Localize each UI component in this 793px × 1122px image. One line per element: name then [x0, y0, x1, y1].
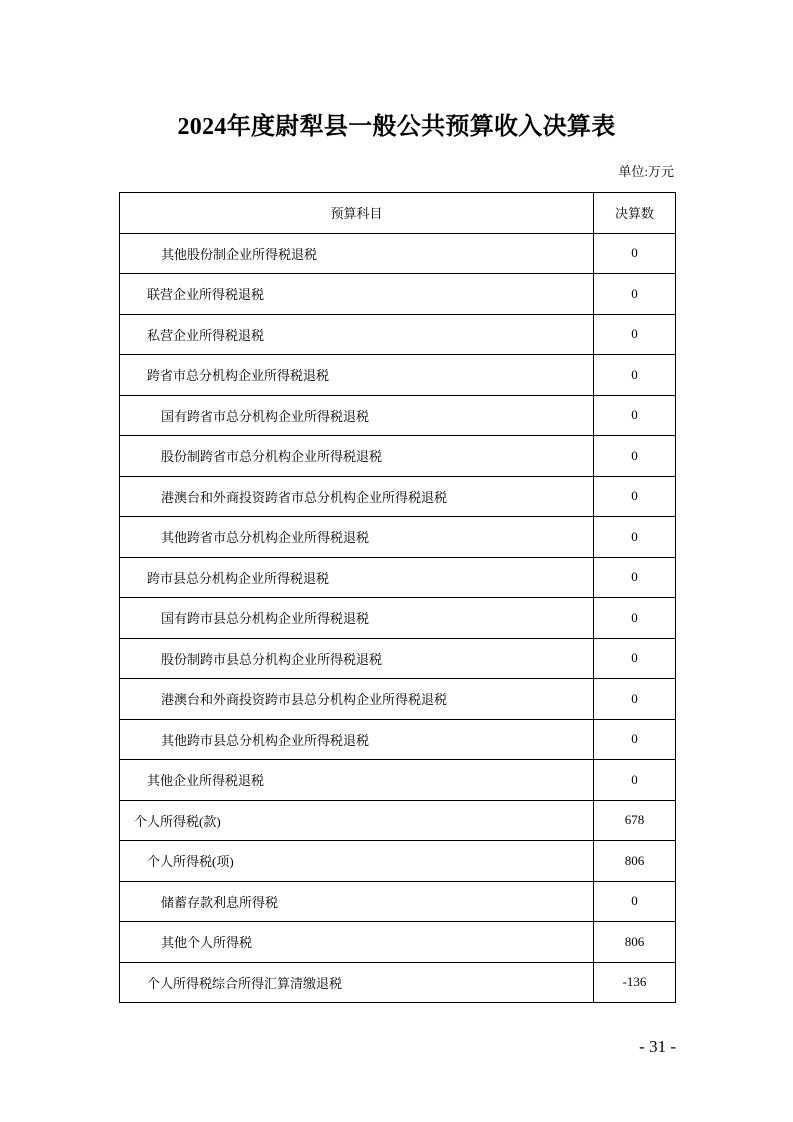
amount-cell: 0: [594, 274, 676, 315]
table-row: [120, 679, 676, 720]
item-cell: 联营企业所得税退税: [120, 274, 594, 315]
item-cell: 储蓄存款利息所得税: [120, 881, 594, 922]
item-cell: 其他企业所得税退税: [120, 760, 594, 801]
amount-cell: 0: [594, 476, 676, 517]
amount-cell: 0: [594, 517, 676, 558]
amount-cell: 0: [594, 314, 676, 355]
table-body: [120, 233, 676, 1003]
table-row: [120, 233, 676, 274]
table-row: [120, 557, 676, 598]
item-cell: 个人所得税(款): [120, 800, 594, 841]
table-row: [120, 598, 676, 639]
table-row: [120, 274, 676, 315]
item-cell: 其他跨市县总分机构企业所得税退税: [120, 719, 594, 760]
item-cell: 股份制跨省市总分机构企业所得税退税: [120, 436, 594, 477]
table-row: [120, 517, 676, 558]
table-row: [120, 841, 676, 882]
amount-cell: 678: [594, 800, 676, 841]
amount-cell: 806: [594, 922, 676, 963]
item-cell: 跨省市总分机构企业所得税退税: [120, 355, 594, 396]
amount-cell: 0: [594, 760, 676, 801]
amount-cell: 0: [594, 638, 676, 679]
table-row: [120, 638, 676, 679]
item-cell: 个人所得税(项): [120, 841, 594, 882]
table-row: [120, 922, 676, 963]
item-cell: 私营企业所得税退税: [120, 314, 594, 355]
unit-label: 单位:万元: [618, 164, 674, 179]
amount-cell: 0: [594, 598, 676, 639]
table-row: [120, 962, 676, 1003]
page-number: - 31 -: [639, 1037, 676, 1056]
item-cell: 个人所得税综合所得汇算清缴退税: [120, 962, 594, 1003]
amount-cell: 0: [594, 233, 676, 274]
table-row: [120, 355, 676, 396]
table-row: [120, 476, 676, 517]
amount-cell: 0: [594, 719, 676, 760]
amount-cell: 0: [594, 436, 676, 477]
header-item: 预算科目: [120, 193, 594, 234]
table-row: [120, 760, 676, 801]
amount-cell: -136: [594, 962, 676, 1003]
item-cell: 国有跨市县总分机构企业所得税退税: [120, 598, 594, 639]
table-header-row: [120, 193, 676, 234]
table-row: [120, 395, 676, 436]
item-cell: 其他跨省市总分机构企业所得税退税: [120, 517, 594, 558]
amount-cell: 0: [594, 355, 676, 396]
item-cell: 其他股份制企业所得税退税: [120, 233, 594, 274]
amount-cell: 0: [594, 395, 676, 436]
table-row: [120, 719, 676, 760]
header-amount: 决算数: [594, 193, 676, 234]
amount-cell: 0: [594, 679, 676, 720]
amount-cell: 0: [594, 557, 676, 598]
table-row: [120, 314, 676, 355]
item-cell: 港澳台和外商投资跨省市总分机构企业所得税退税: [120, 476, 594, 517]
page-title: 2024年度尉犁县一般公共预算收入决算表: [177, 114, 616, 140]
table-row: [120, 800, 676, 841]
item-cell: 股份制跨市县总分机构企业所得税退税: [120, 638, 594, 679]
item-cell: 跨市县总分机构企业所得税退税: [120, 557, 594, 598]
item-cell: 港澳台和外商投资跨市县总分机构企业所得税退税: [120, 679, 594, 720]
amount-cell: 0: [594, 881, 676, 922]
budget-table: [119, 192, 676, 1003]
table-row: [120, 881, 676, 922]
item-cell: 其他个人所得税: [120, 922, 594, 963]
amount-cell: 806: [594, 841, 676, 882]
item-cell: 国有跨省市总分机构企业所得税退税: [120, 395, 594, 436]
table-row: [120, 436, 676, 477]
